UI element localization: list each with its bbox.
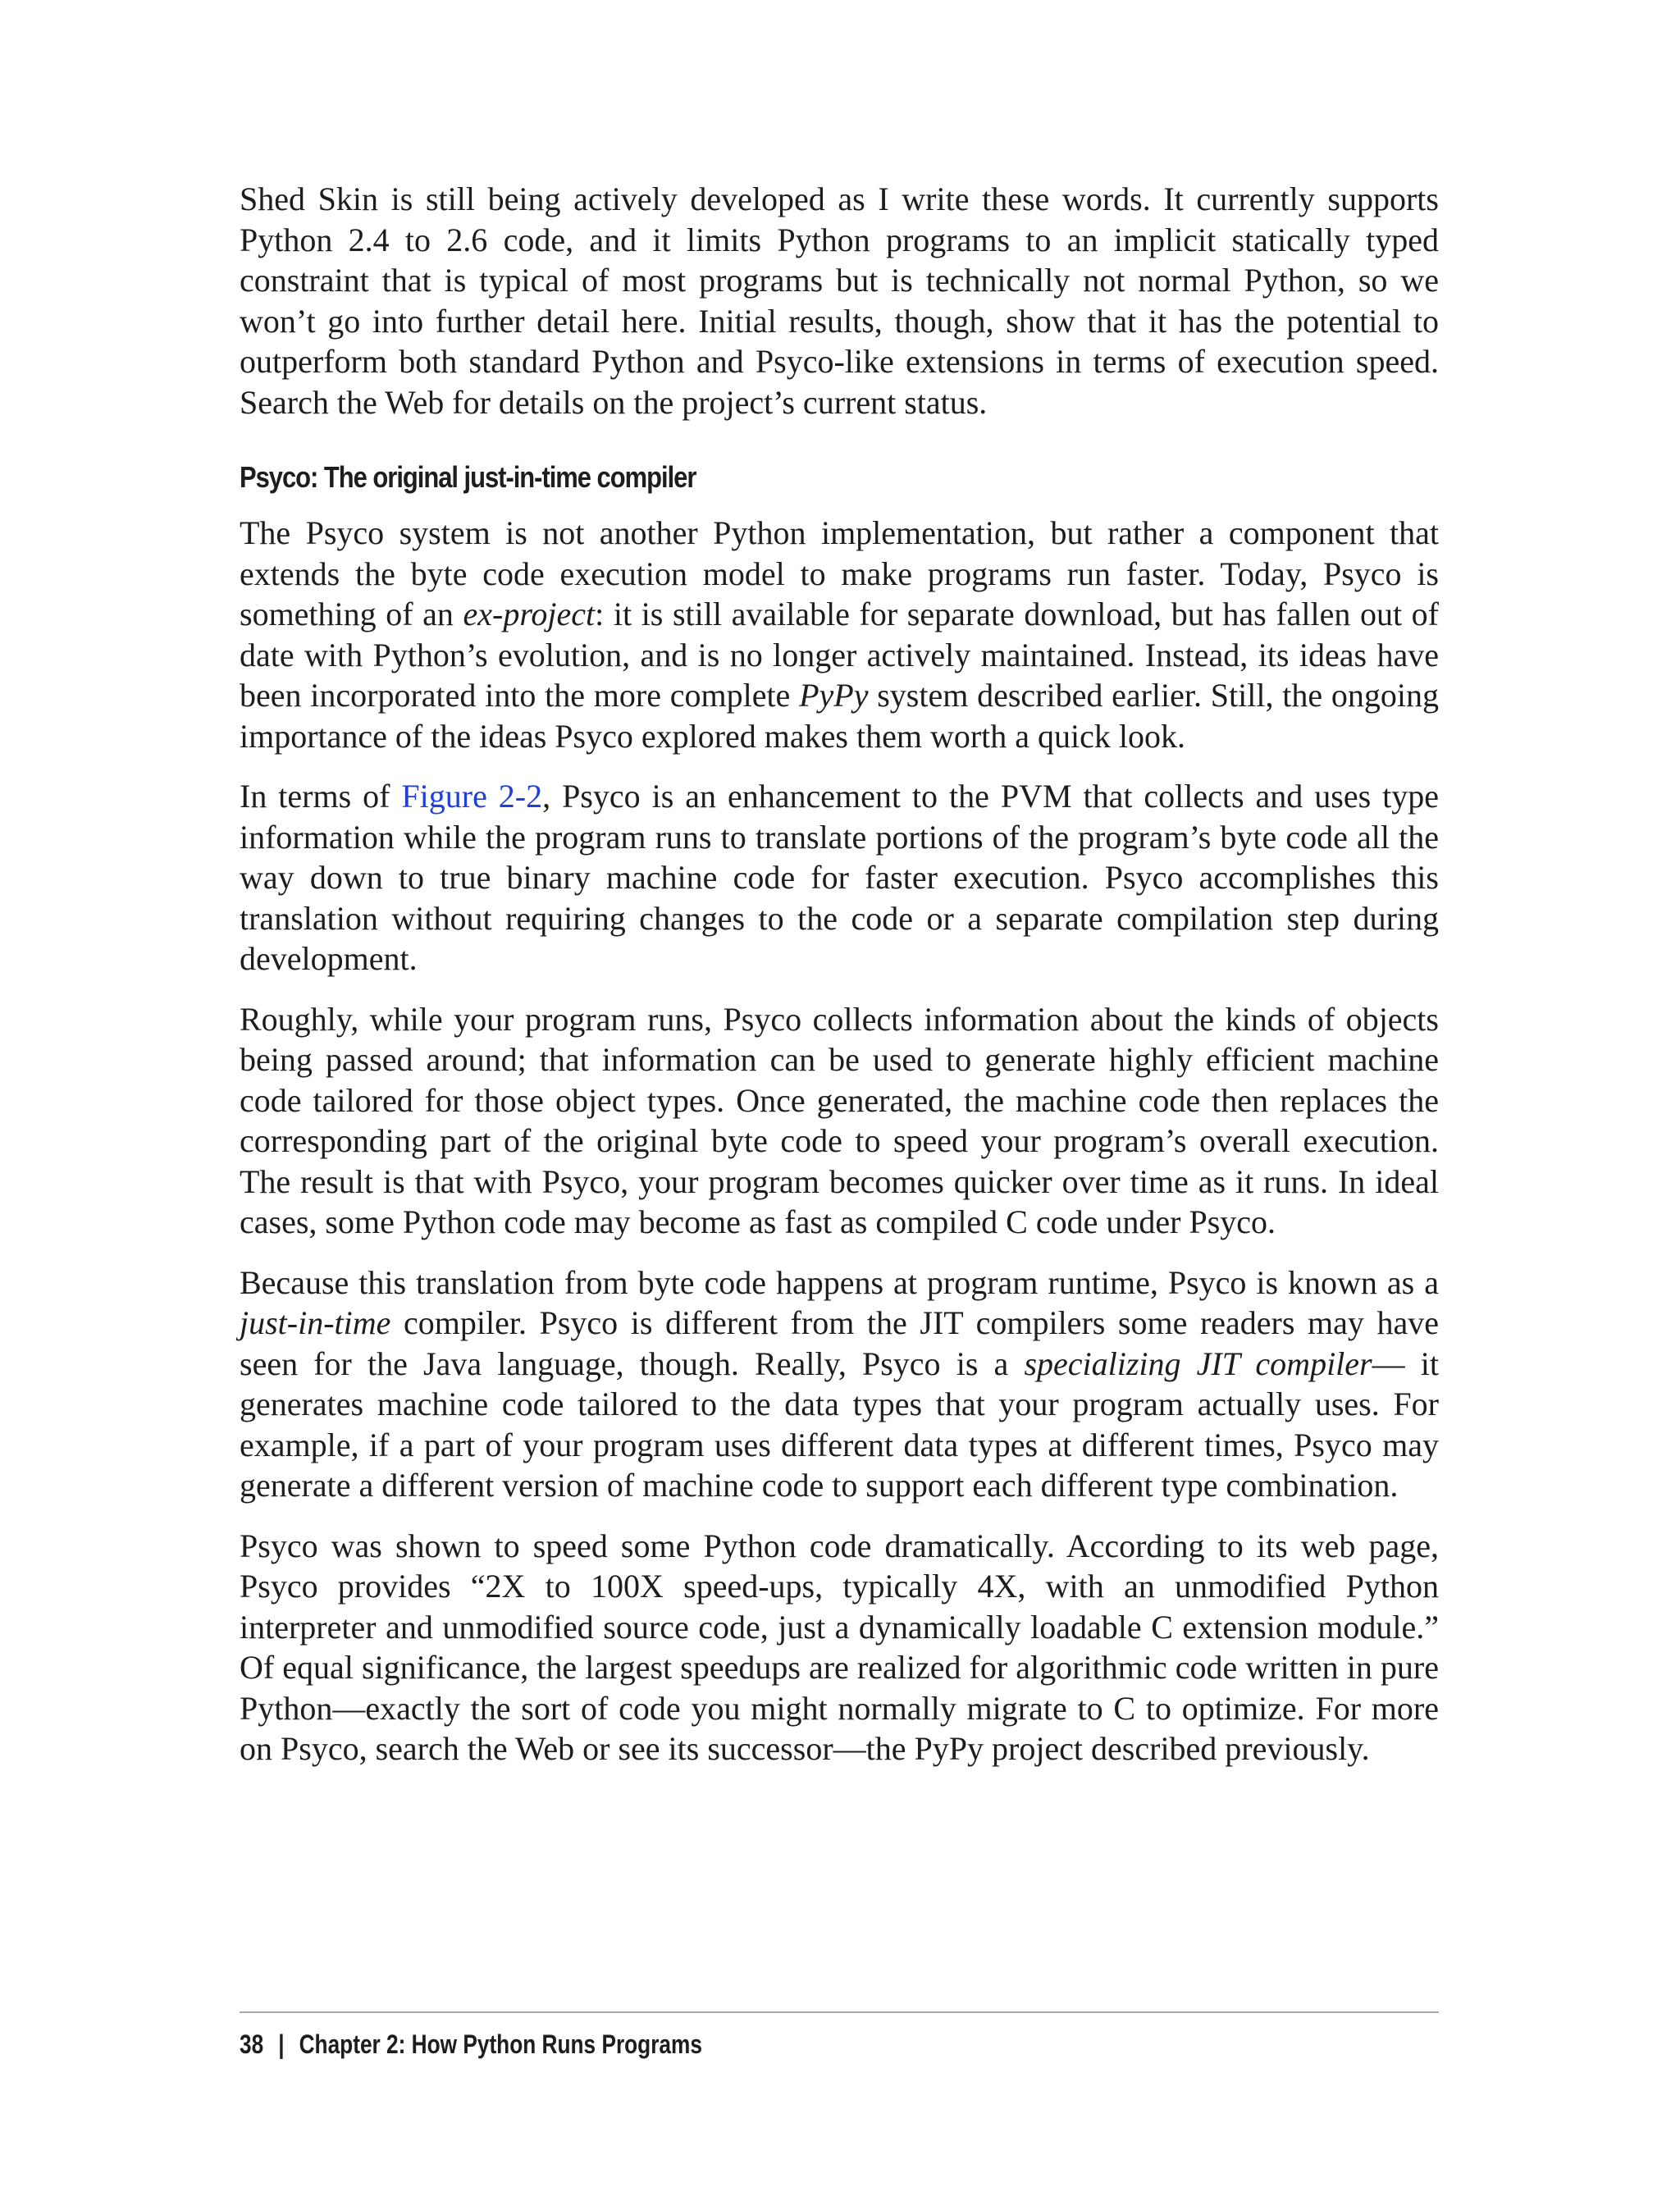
chapter-title: Chapter 2: How Python Runs Programs [299, 2029, 702, 2059]
paragraph-psyco-pvm: In terms of Figure 2-2, Psyco is an enhancement to the PVM that collects and uses type information while the program runs to translate portions of the program’s byte code all the way down to true binary machine code for faster execution. Psyco accomplishes this translation without requiring changes to the code or a separate compilation step during development. [240, 778, 1439, 977]
page-number: 38 [240, 2029, 264, 2059]
paragraph-psyco-intro: The Psyco system is not another Python implementation, but rather a component that extends the byte code execution model to make programs run faster. Today, Psyco is something of an ex-project: it is still available for separate download, but has fallen out of date with Python’s evolution, and is no longer actively maintained. Instead, its ideas have been incorporated into the more complete PyPy system described earlier. Still, the ongoing importance of the ideas Psyco explored makes them worth a quick look. [240, 514, 1439, 755]
paragraph-shed-skin: Shed Skin is still being actively developed as I write these words. It currently supports Python 2.4 to 2.6 code, and it limits Python programs to an implicit statically typed constraint that is typical of most programs but is technically not normal Python, so we won’t go into further detail here. Initial results, though, show that it has the potential to outperform both standard Python and Psyco-like extensions in terms of execution speed. Search the Web for details on the project’s current status. [240, 180, 1439, 421]
section-heading: Psyco: The original just-in-time compiler [240, 460, 696, 494]
page-body [240, 179, 1439, 1789]
paragraph-psyco-speed: Psyco was shown to speed some Python code dramatically. According to its web page, Psyco provides “2X to 100X speed-ups, typically 4X, with an unmodified Python interpreter and unmodified source code, just a dynamically loadable C extension module.” Of equal significance, the largest speedups are realized for algorithmic code written in pure Python—exactly the sort of code you might normally migrate to C to optimize. For more on Psyco, search the Web or see its successor—the PyPy project described previously. [240, 1527, 1439, 1767]
figure-2-2-link[interactable]: Figure 2-2 [401, 778, 543, 815]
emphasis-ex-project: ex-project [463, 596, 596, 632]
emphasis-specializing-jit: specializing JIT compiler [1024, 1344, 1372, 1382]
emphasis-pypy: PyPy [799, 677, 869, 714]
page-footer [240, 2011, 1439, 2060]
paragraph-psyco-jit: Because this translation from byte code happens at program runtime, Psyco is known as a just-in-time compiler. Psyco is different from the JIT compilers some readers may have seen for the Java language, though. Really, Psyco is a specializing JIT compiler— it generates machine code tailored to the data types that your program actually uses. For example, if a part of your program uses different data types at different times, Psyco may generate a different version of machine code to support each different type combination. [240, 1263, 1439, 1504]
footer-separator: | [278, 2029, 285, 2059]
emphasis-just-in-time: just-in-time [240, 1304, 391, 1341]
paragraph-psyco-runtime: Roughly, while your program runs, Psyco collects information about the kinds of objects being passed around; that information can be used to generate highly efficient machine code tailored for those object types. Once generated, the machine code then replaces the corresponding part of the original byte code to speed your program’s overall execution. The result is that with Psyco, your program becomes quicker over time as it runs. In ideal cases, some Python code may become as fast as compiled C code under Psyco. [240, 1000, 1439, 1240]
